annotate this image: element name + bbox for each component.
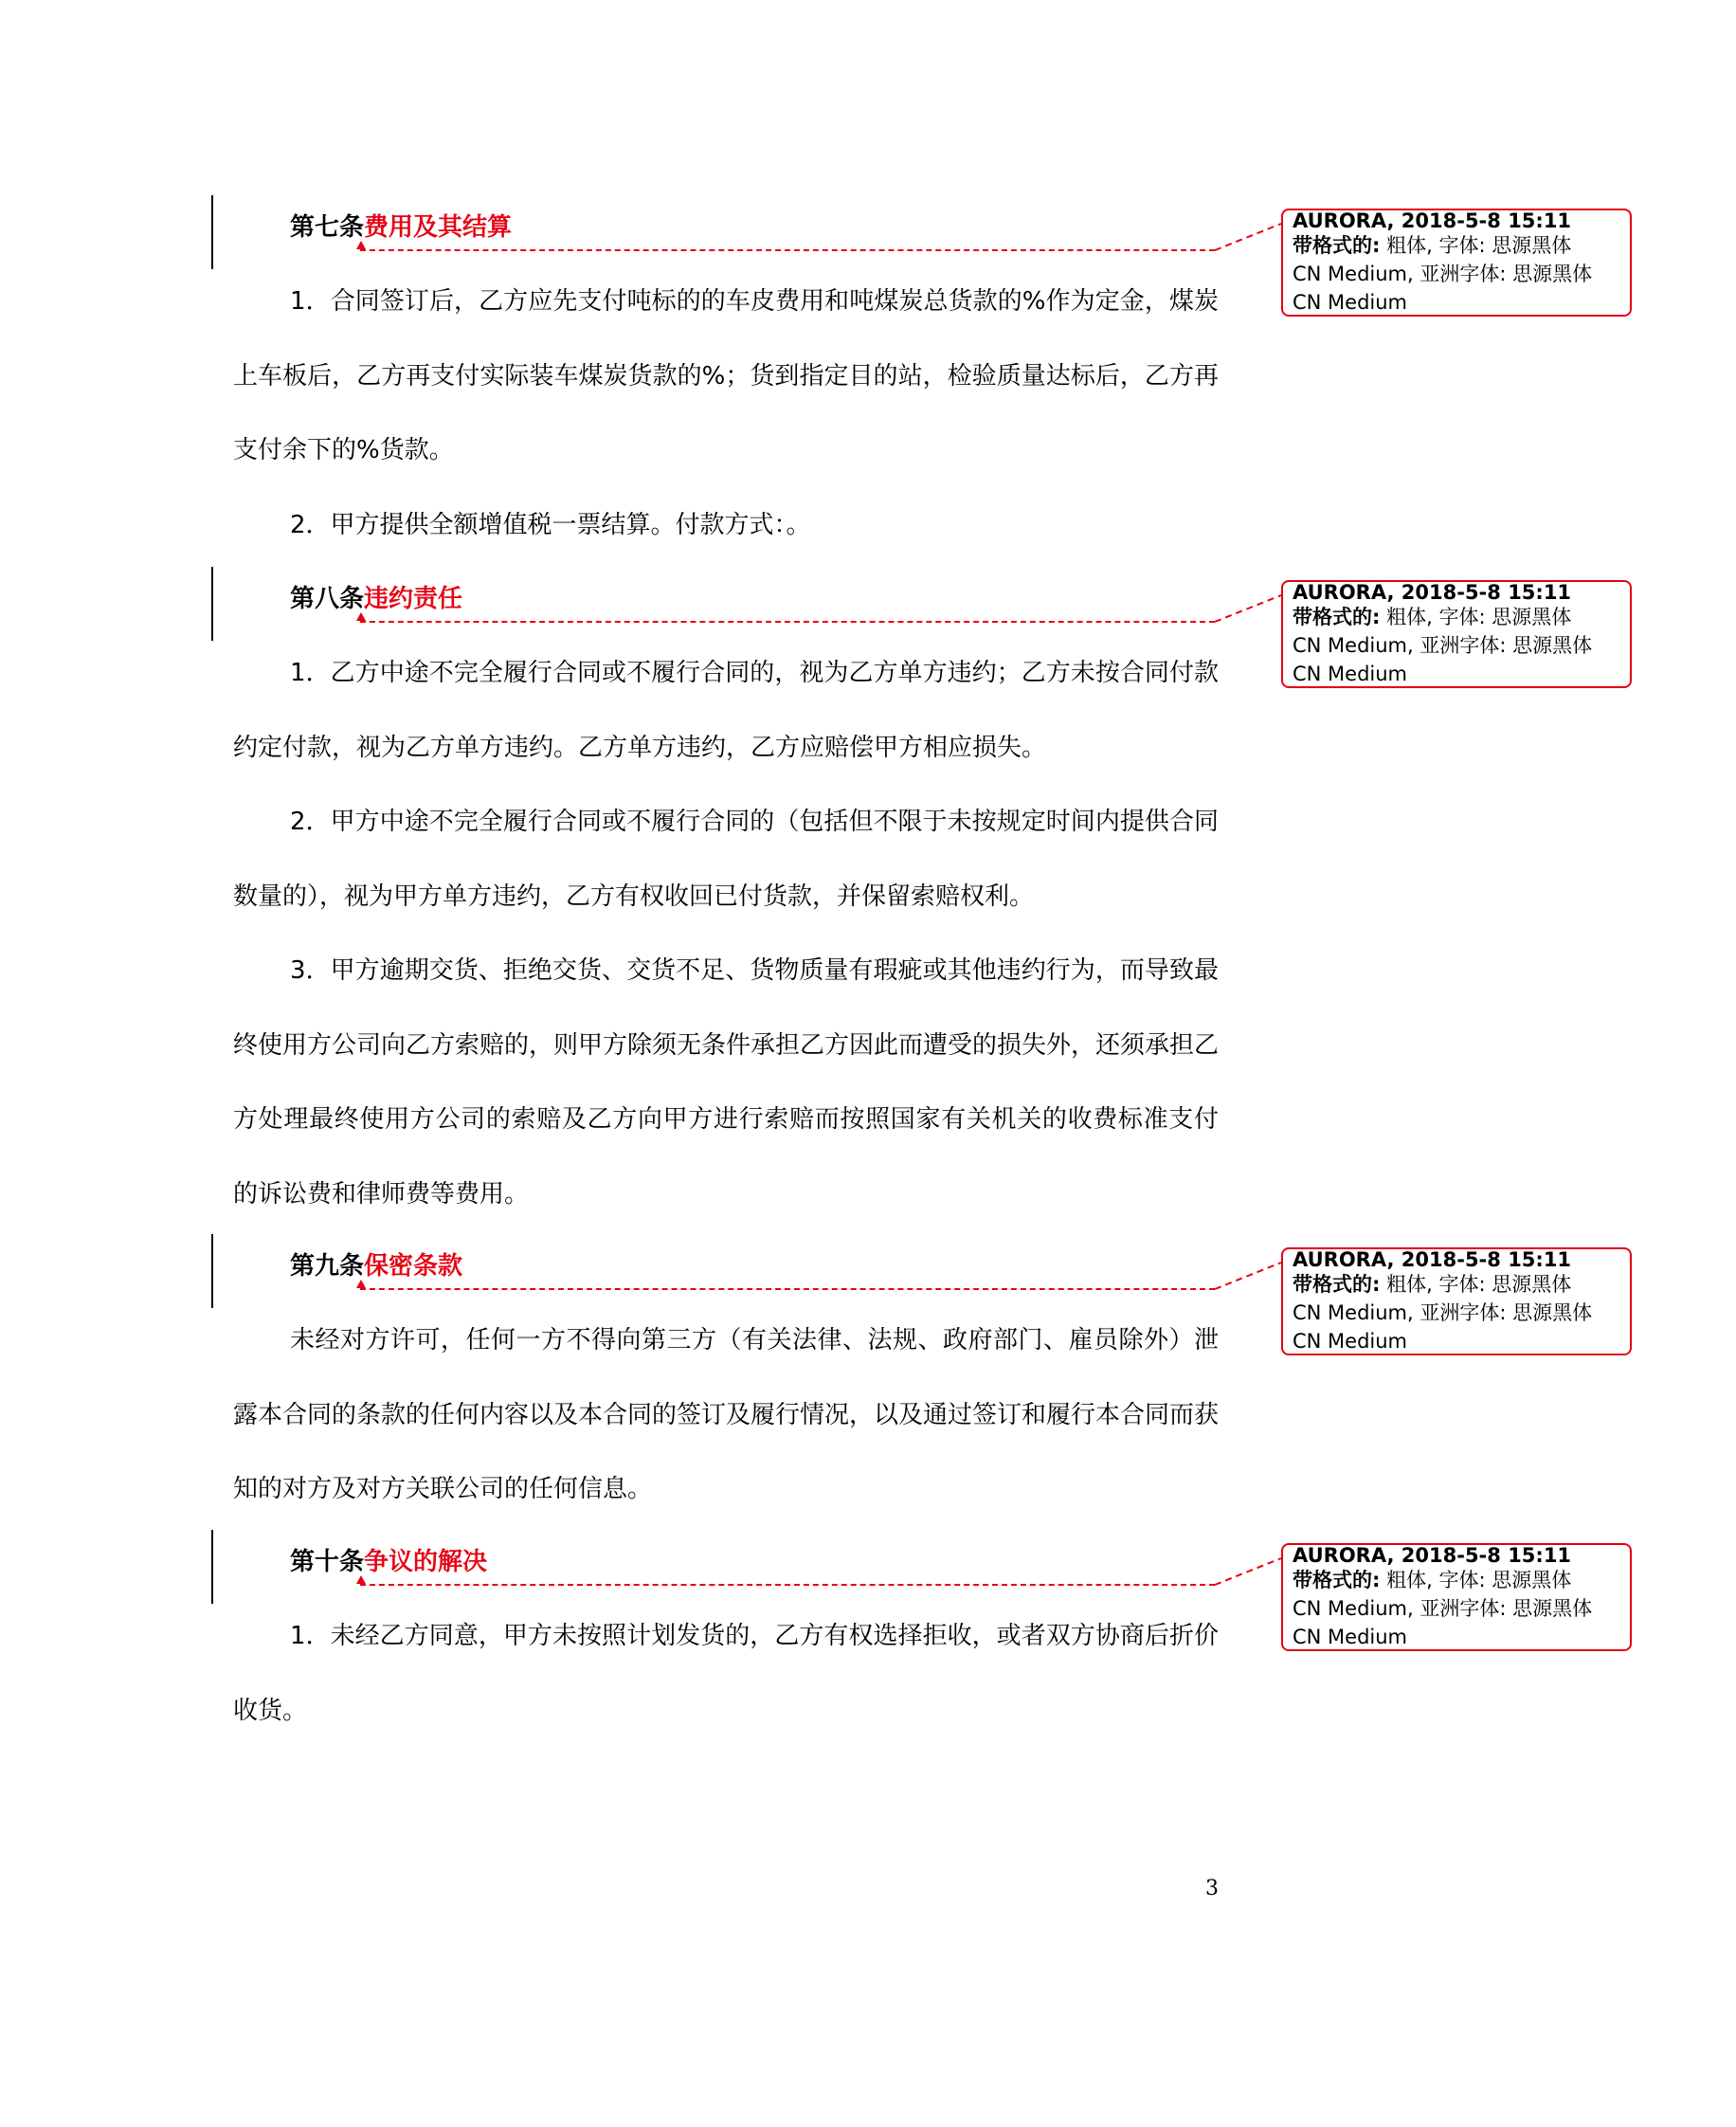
comment-label: 带格式的: — [1293, 1273, 1381, 1296]
comment-detail: 粗体, 字体: 思源黑体 — [1386, 606, 1572, 628]
comment-detail: 粗体, 字体: 思源黑体 — [1386, 234, 1572, 257]
comment-author-date: AURORA, 2018-5-8 15:11 — [1293, 581, 1572, 604]
heading-revised-text: 保密条款 — [364, 1252, 463, 1281]
paragraph-line: 支付余下的%货款。 — [233, 436, 454, 464]
connector-line — [1215, 224, 1281, 250]
heading-prefix: 第八条 — [290, 585, 365, 613]
comment-detail: CN Medium, 亚洲字体: 思源黑体 — [1293, 634, 1593, 657]
heading-prefix: 第十条 — [290, 1548, 365, 1576]
paragraph-line: 方处理最终使用方公司的索赔及乙方向甲方进行索赔而按照国家有关机关的收费标准支付 — [233, 1105, 1219, 1134]
comment-detail: CN Medium — [1293, 291, 1408, 314]
paragraph-line: 数量的），视为甲方单方违约，乙方有权收回已付货款，并保留索赔权利。 — [233, 882, 1035, 911]
paragraph-line: 的诉讼费和律师费等费用。 — [233, 1180, 530, 1209]
comment-label: 带格式的: — [1293, 606, 1381, 628]
paragraph-line: 未经对方许可，任何一方不得向第三方（有关法律、法规、政府部门、雇员除外）泄 — [290, 1326, 1219, 1354]
comment-label: 带格式的: — [1293, 234, 1381, 257]
comment-author-date: AURORA, 2018-5-8 15:11 — [1293, 1544, 1572, 1567]
comment-label: 带格式的: — [1293, 1569, 1381, 1591]
paragraph-line: 知的对方及对方关联公司的任何信息。 — [233, 1475, 653, 1503]
paragraph-line: 上车板后，乙方再支付实际装车煤炭货款的%；货到指定目的站，检验质量达标后，乙方再 — [233, 362, 1219, 391]
heading-revised-text: 争议的解决 — [364, 1548, 488, 1576]
comment-detail: CN Medium, 亚洲字体: 思源黑体 — [1293, 1301, 1593, 1324]
connector-line — [1215, 595, 1281, 622]
paragraph-line: 约定付款，视为乙方单方违约。乙方单方违约，乙方应赔偿甲方相应损失。 — [233, 734, 1047, 762]
comment-detail: 粗体, 字体: 思源黑体 — [1386, 1569, 1572, 1591]
heading-revised-text: 违约责任 — [364, 585, 463, 613]
paragraph-line: 3．甲方逾期交货、拒绝交货、交货不足、货物质量有瑕疵或其他违约行为，而导致最 — [290, 956, 1219, 985]
comment-detail: CN Medium, 亚洲字体: 思源黑体 — [1293, 263, 1593, 285]
paragraph-line: 1．乙方中途不完全履行合同或不履行合同的，视为乙方单方违约；乙方未按合同付款 — [290, 659, 1219, 687]
paragraph-line: 2．甲方提供全额增值税一票结算。付款方式：。 — [290, 511, 811, 539]
revision-comment-balloon[interactable] — [1281, 1543, 1632, 1651]
heading-prefix: 第九条 — [290, 1252, 365, 1281]
revision-comment-balloon[interactable] — [1281, 209, 1632, 317]
comment-author-date: AURORA, 2018-5-8 15:11 — [1293, 1248, 1572, 1271]
connector-line — [1215, 1263, 1281, 1289]
comment-detail: 粗体, 字体: 思源黑体 — [1386, 1273, 1572, 1296]
revision-comment-balloon[interactable] — [1281, 580, 1632, 688]
comment-detail: CN Medium — [1293, 1330, 1408, 1353]
heading-revised-text: 费用及其结算 — [364, 213, 513, 242]
paragraph-line: 1．未经乙方同意，甲方未按照计划发货的，乙方有权选择拒收，或者双方协商后折价 — [290, 1622, 1219, 1650]
comment-detail: CN Medium — [1293, 663, 1408, 685]
revision-comment-balloon[interactable] — [1281, 1247, 1632, 1355]
page-number: 3 — [1205, 1877, 1219, 1900]
paragraph-line: 收货。 — [233, 1697, 308, 1725]
paragraph-line: 1．合同签订后，乙方应先支付吨标的的车皮费用和吨煤炭总货款的%作为定金，煤炭 — [290, 287, 1219, 316]
comment-author-date: AURORA, 2018-5-8 15:11 — [1293, 209, 1572, 232]
paragraph-line: 露本合同的条款的任何内容以及本合同的签订及履行情况，以及通过签订和履行本合同而获 — [233, 1401, 1220, 1429]
connector-line — [1215, 1558, 1281, 1585]
comment-detail: CN Medium — [1293, 1626, 1408, 1648]
comment-detail: CN Medium, 亚洲字体: 思源黑体 — [1293, 1597, 1593, 1620]
paragraph-line: 2．甲方中途不完全履行合同或不履行合同的（包括但不限于未按规定时间内提供合同 — [290, 808, 1219, 836]
heading-prefix: 第七条 — [290, 213, 365, 242]
paragraph-line: 终使用方公司向乙方索赔的，则甲方除须无条件承担乙方因此而遭受的损失外，还须承担乙 — [233, 1031, 1220, 1060]
